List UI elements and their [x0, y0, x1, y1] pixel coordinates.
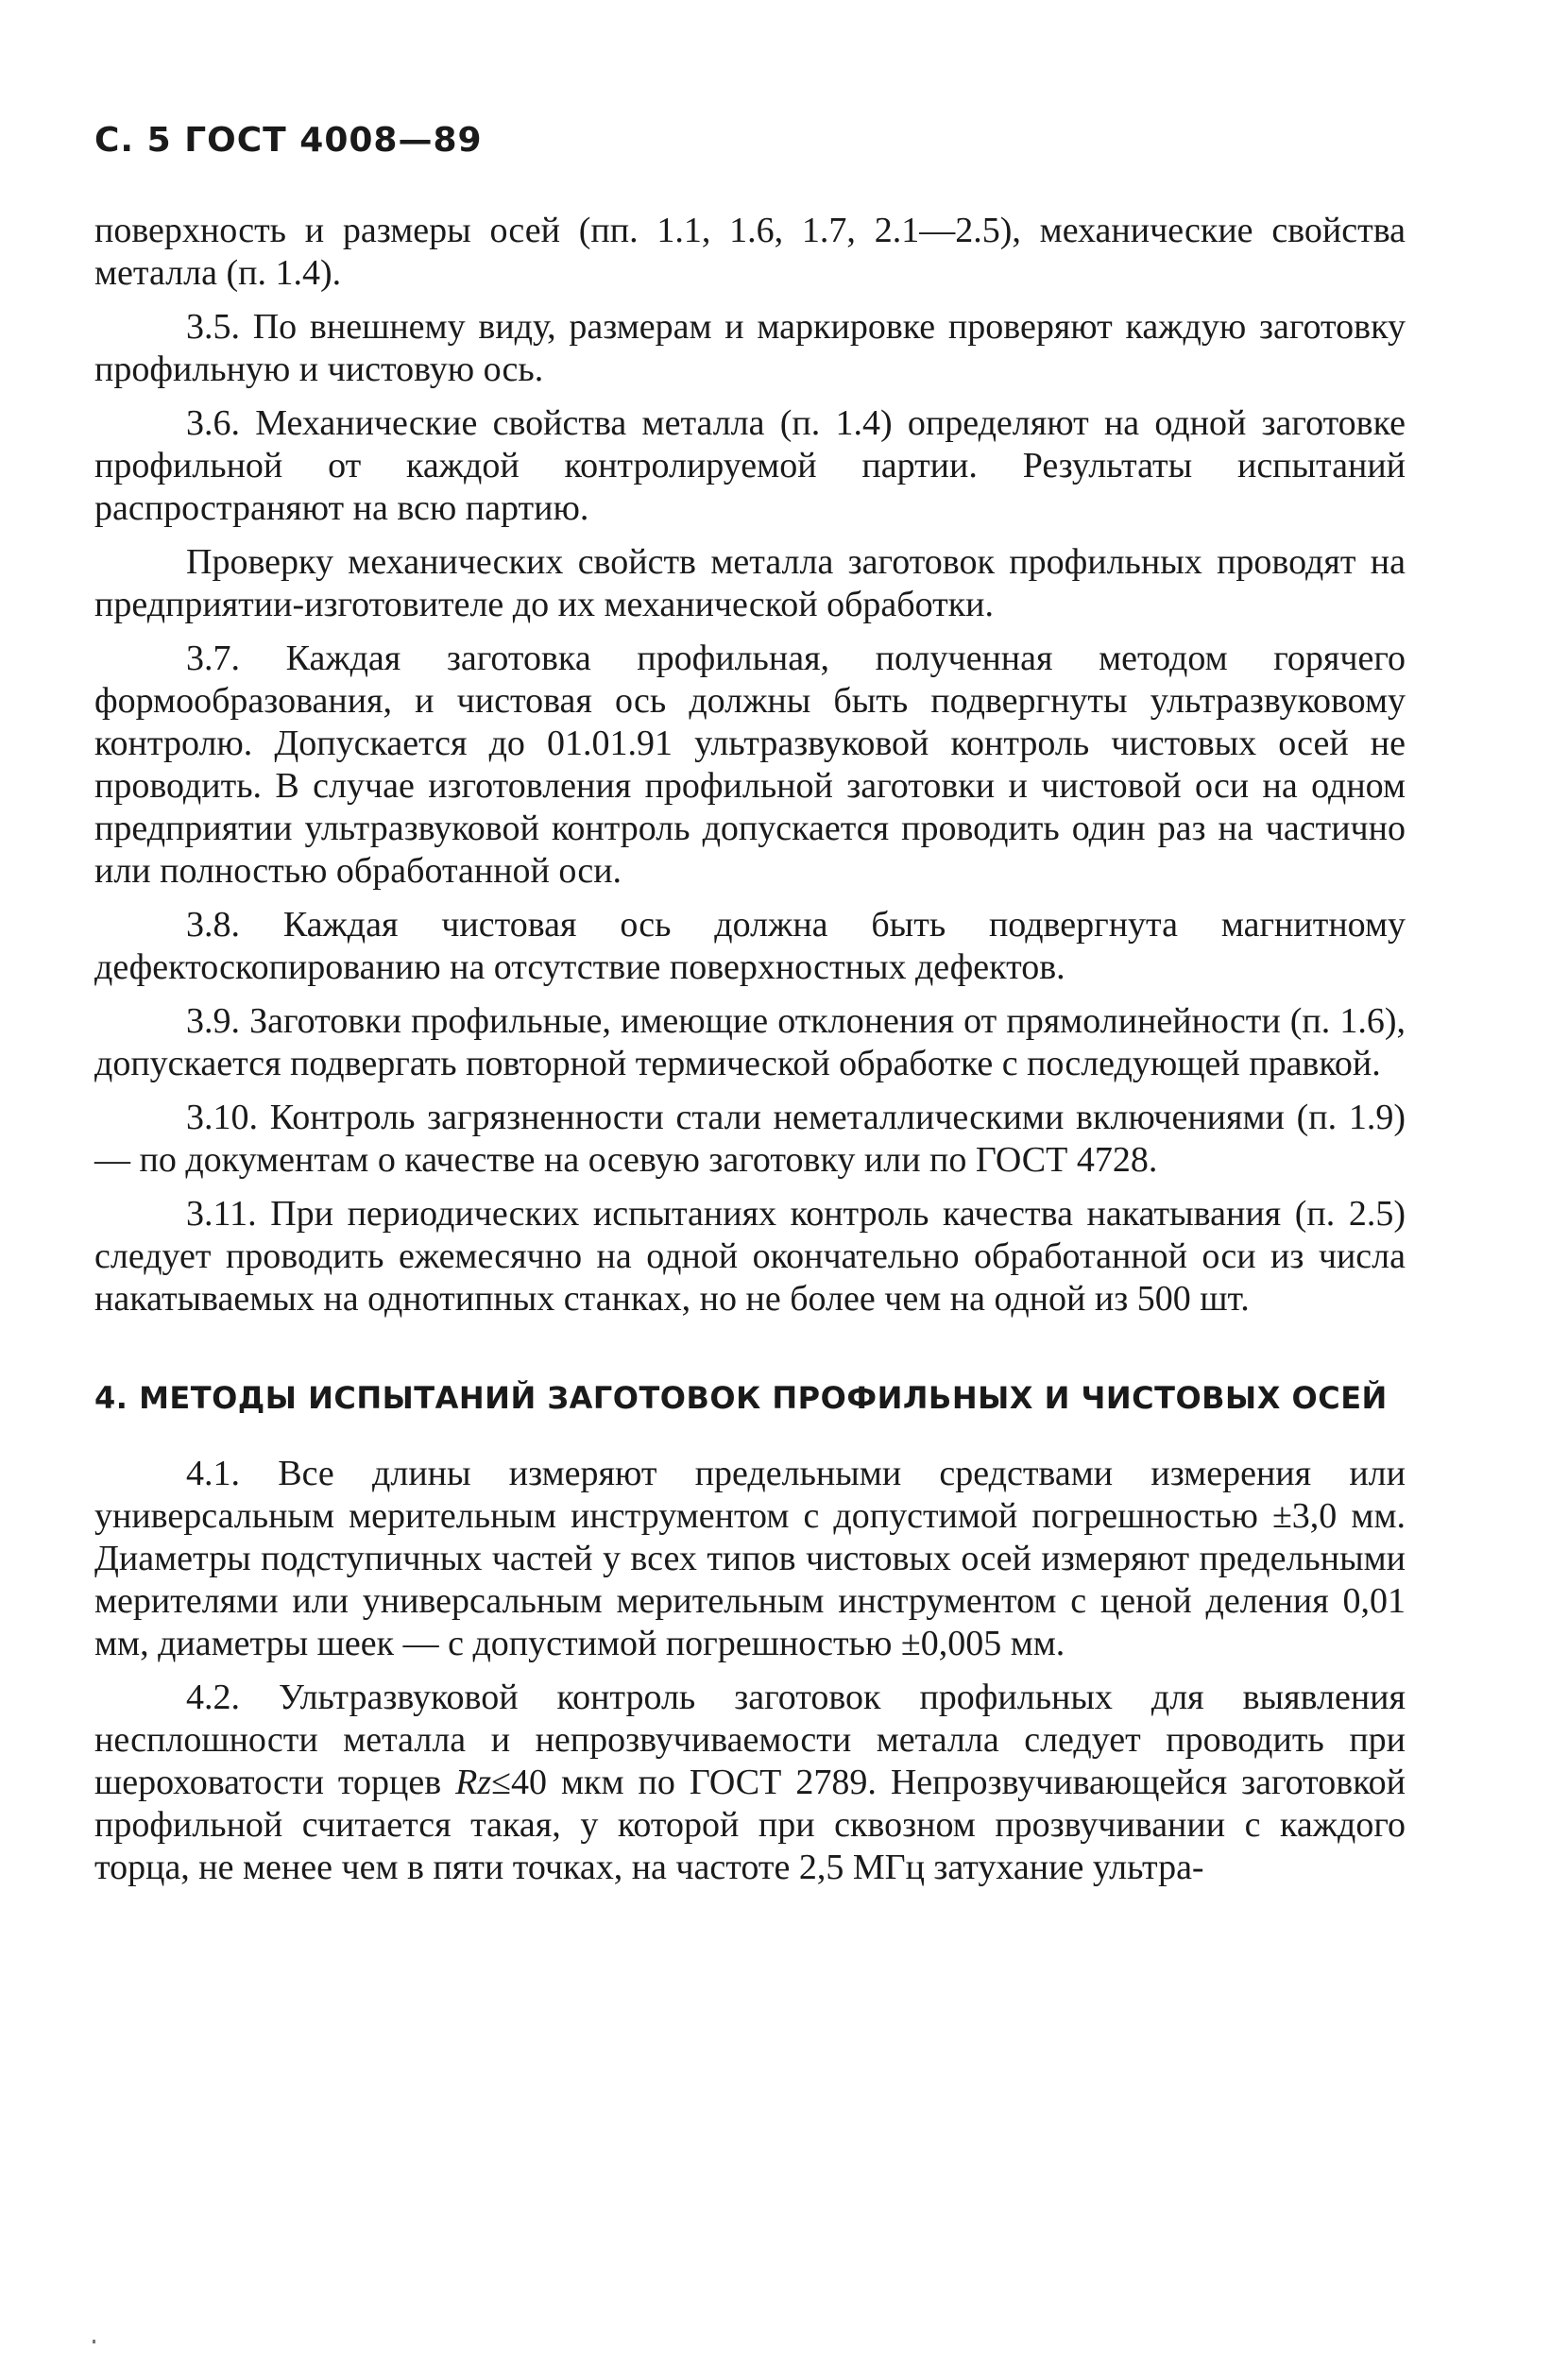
paragraph-3-11: 3.11. При периодических испытаниях контроль качества накатывания (п. 2.5) следует проводить ежемесячно на одной окончательно обработанной оси из числа накатываемых на однотипных станках, но не более чем на одной из 500 шт. — [94, 1194, 1406, 1319]
paragraph-3-5: 3.5. По внешнему виду, размерам и маркировке проверяют каждую заготовку профильную и чистовую ось. — [94, 307, 1406, 389]
paragraph-4-2 — [94, 1677, 1406, 1889]
paragraph-3-9: 3.9. Заготовки профильные, имеющие отклонения от прямолинейности (п. 1.6), допускается подвергать повторной термической обработке с последующей правкой. — [94, 1001, 1406, 1083]
paragraph-3-7: 3.7. Каждая заготовка профильная, полученная методом горячего формообразования, и чистовая ось должны быть подвергнуты ультразвуковому контролю. Допускается до 01.01.91 ультразвуковой контроль чистовых осей не проводить. В случае изготовления профильной заготовки и чистовой оси на одном предприятии ультразвуковой контроль допускается проводить один раз на частично или полностью обработанной оси. — [94, 639, 1406, 891]
paragraph-3-6: 3.6. Механические свойства металла (п. 1.4) определяют на одной заготовке профильной от каждой контролируемой партии. Результаты испытаний распространяют на всю партию. — [94, 403, 1406, 528]
section-4-title: 4. МЕТОДЫ ИСПЫТАНИЙ ЗАГОТОВОК ПРОФИЛЬНЫХ И ЧИСТОВЫХ ОСЕЙ — [94, 1380, 1388, 1416]
paragraph-4-1: 4.1. Все длины измеряют предельными средствами измерения или универсальным мерительным инструментом с допустимой погрешностью ±3,0 мм. Диаметры подступичных частей у всех типов чистовых осей измеряют предельными мерителями или универсальным мерительным инструментом с ценой деления 0,01 мм, диаметры шеек — с допустимой погрешностью ±0,005 мм. — [94, 1454, 1406, 1663]
paragraph-3-6-note: Проверку механических свойств металла заготовок профильных проводят на предприятии-изготовителе до их механической обработки. — [94, 542, 1406, 624]
body-text — [94, 210, 1406, 1900]
scan-speck — [93, 2340, 95, 2343]
paragraph-4-2-text-end: ≤40 мкм по ГОСТ 2789. Непрозвучивающейся заготовкой профильной считается такая, у которой при сквозном прозвучивании с каждого торца, не менее чем в пяти точках, на частоте 2,5 МГц затухание ультра- — [94, 1763, 1406, 1887]
paragraph-3-10: 3.10. Контроль загрязненности стали неметаллическими включениями (п. 1.9) — по документам о качестве на осевую заготовку или по ГОСТ 4728. — [94, 1098, 1406, 1180]
paragraph-3-8: 3.8. Каждая чистовая ось должна быть подвергнута магнитному дефектоскопированию на отсутствие поверхностных дефектов. — [94, 905, 1406, 987]
running-head: С. 5 ГОСТ 4008—89 — [94, 121, 483, 160]
rz-symbol: Rz — [455, 1763, 492, 1802]
paragraph-continuation: поверхность и размеры осей (пп. 1.1, 1.6, 1.7, 2.1—2.5), механические свойства металла (п. 1.4). — [94, 211, 1406, 293]
paragraph-4-2-text-start: 4.2. Ультразвуковой контроль заготовок профильных для выявления несплошности металла и непрозвучиваемости металла следует проводить при шероховатости торцев — [94, 1678, 1406, 1802]
